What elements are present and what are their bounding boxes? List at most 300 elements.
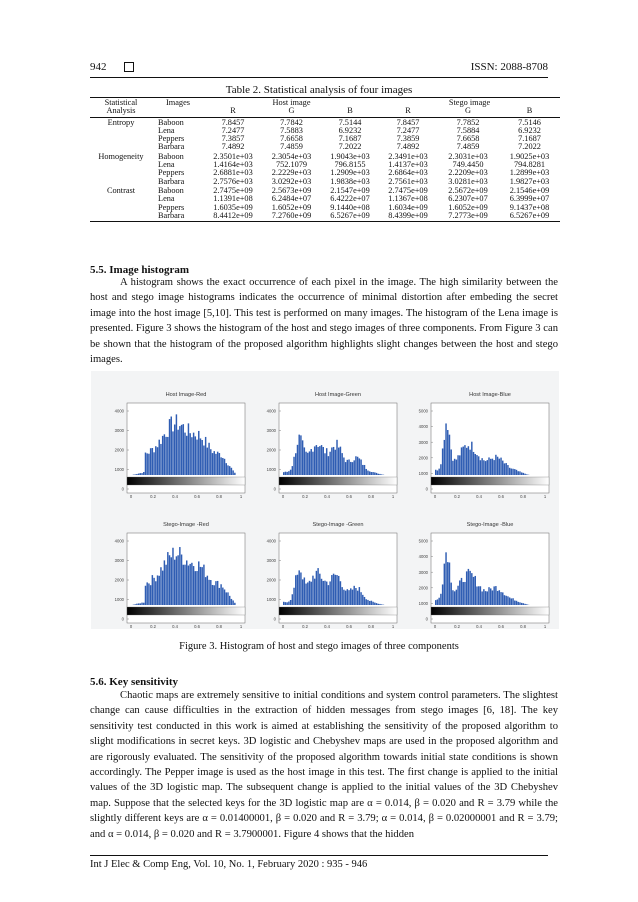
histogram-bar	[290, 600, 291, 605]
histogram-bar	[195, 436, 196, 475]
histogram-bar	[201, 567, 202, 605]
histogram-bar	[200, 438, 201, 475]
histogram-bar	[300, 572, 301, 605]
histogram-bar	[352, 462, 353, 475]
histogram-bar	[473, 577, 474, 605]
histogram-bar	[172, 431, 173, 475]
histogram-bar	[440, 464, 441, 475]
table-cell: 7.8457	[221, 117, 245, 127]
histogram-bar	[514, 601, 515, 605]
histogram-bar	[200, 567, 201, 605]
y-tick-label: 3000	[266, 558, 276, 564]
table-cell: 1.9827e+03	[509, 176, 550, 186]
histogram-bar	[172, 548, 173, 605]
table-cell: 1.9025e+03	[509, 151, 550, 161]
histogram-bar	[367, 471, 368, 475]
histogram-bar	[316, 571, 317, 605]
analysis-name	[90, 178, 152, 186]
histogram-bar	[355, 456, 356, 475]
table-cell: 6.4222e+07	[330, 194, 370, 204]
image-name: Peppers	[158, 134, 185, 144]
histogram-bar	[191, 563, 192, 605]
y-tick-label: 4000	[418, 554, 428, 560]
histogram-bar	[454, 459, 455, 475]
histogram-bar	[338, 448, 339, 475]
analysis-name	[90, 161, 152, 169]
histogram-bar	[305, 452, 306, 475]
histogram-bar	[150, 448, 151, 475]
histogram-bar	[518, 471, 519, 475]
histogram-bar	[143, 603, 144, 605]
histogram-bar	[311, 582, 312, 605]
table-cell: 6.2307e+07	[448, 194, 488, 204]
histogram-bar	[196, 440, 197, 475]
histogram-bar	[231, 468, 232, 475]
histogram-bar	[319, 446, 320, 475]
histogram-bar	[226, 463, 227, 475]
image-name: Peppers	[158, 168, 185, 178]
y-tick-label: 3000	[418, 439, 428, 445]
y-tick-label: 2000	[114, 577, 124, 583]
histogram-bar	[504, 595, 505, 605]
histogram-bar	[153, 578, 154, 605]
histogram-bar	[292, 594, 293, 605]
x-tick-label: 0	[129, 624, 133, 629]
x-tick-label: 0.6	[194, 624, 200, 629]
figure-caption: Figure 3. Histogram of host and stego images of three components	[179, 641, 459, 652]
histogram-bar	[475, 576, 476, 605]
histogram-bar	[226, 592, 227, 605]
histogram-bar	[463, 447, 464, 475]
intensity-bar	[279, 477, 397, 485]
table-cell: 7.5884	[456, 125, 480, 135]
table-cell: 7.2022	[518, 142, 541, 152]
histogram-bar	[326, 448, 327, 475]
histogram-bar	[220, 584, 221, 605]
histogram-bar	[140, 603, 141, 605]
histogram-bar	[348, 590, 349, 605]
histogram-bar	[490, 459, 491, 475]
histogram-bar	[454, 591, 455, 605]
histogram-bar	[341, 453, 342, 475]
histogram-bar	[447, 562, 448, 605]
table-cell: 7.2022	[338, 142, 362, 152]
histogram-bar	[369, 601, 370, 605]
x-tick-label: 0.4	[476, 494, 482, 499]
histogram-bar	[212, 453, 213, 475]
table-cell: 1.9043e+03	[330, 151, 370, 161]
histogram-bar	[153, 452, 154, 475]
histogram-bar	[152, 575, 153, 605]
histogram-bar	[442, 448, 443, 475]
issn-label: ISSN: 2088-8708	[470, 61, 548, 73]
table-cell: 7.1687	[518, 134, 541, 144]
intensity-bar	[431, 477, 549, 485]
histogram-bar	[331, 447, 332, 475]
histogram-bar	[357, 591, 358, 605]
histogram-bar	[181, 555, 182, 605]
table-cell: 7.4859	[280, 142, 303, 152]
histogram-bar	[188, 423, 189, 475]
histogram-bar	[440, 594, 441, 605]
histogram-bar	[227, 592, 228, 605]
histogram-bar	[357, 457, 358, 475]
histogram-bar	[364, 597, 365, 605]
histogram-bar	[497, 457, 498, 475]
x-tick-label: 0.6	[346, 494, 352, 499]
histogram-bar	[456, 460, 457, 475]
table-cell: 7.2773e+09	[437, 212, 499, 222]
table-cell: 9.1437e+08	[509, 202, 550, 212]
header-host-image: Host image	[204, 98, 379, 108]
histogram-bar	[288, 471, 289, 475]
table-cell: 1.6052e+09	[271, 202, 312, 212]
histogram-bar	[316, 445, 317, 475]
histogram-bar	[136, 474, 137, 475]
histogram-bar	[184, 433, 185, 475]
y-tick-label: 2000	[114, 447, 124, 453]
histogram-bar	[343, 590, 344, 605]
histogram-bar	[329, 452, 330, 475]
histogram-bar	[335, 450, 336, 475]
table-cell: 7.4892	[396, 142, 420, 152]
histogram-bar	[157, 575, 158, 605]
histogram-bar	[444, 564, 445, 605]
table-row	[90, 212, 560, 222]
histogram-bar	[457, 455, 458, 475]
histogram-bar	[285, 602, 286, 605]
histogram-bar	[374, 603, 375, 605]
histogram-bar	[203, 446, 204, 475]
histogram-bar	[493, 586, 494, 605]
histogram-bar	[459, 455, 460, 475]
histogram-bar	[222, 458, 223, 475]
histogram-bar	[518, 602, 519, 605]
histogram-bar	[183, 565, 184, 605]
histogram-bar	[331, 575, 332, 605]
histogram-bar	[336, 440, 337, 475]
histogram-bar	[450, 449, 451, 475]
x-tick-label: 0.2	[302, 624, 308, 629]
table-cell: 7.7852	[456, 117, 480, 127]
histogram-bar	[335, 575, 336, 605]
histogram-bar	[437, 599, 438, 605]
histogram-bar	[495, 586, 496, 605]
histogram-bar	[293, 457, 294, 475]
y-tick-label: 5000	[418, 408, 428, 414]
histogram-bar	[298, 435, 299, 475]
table-cell: 7.7842	[280, 117, 303, 127]
image-name: Baboon	[158, 185, 184, 195]
histogram-bar	[183, 424, 184, 475]
histogram-bar	[476, 455, 477, 475]
histogram-bar	[219, 453, 220, 475]
histogram-bar	[169, 555, 170, 605]
y-tick-label: 1000	[266, 467, 276, 473]
table-cell: 7.5883	[280, 125, 303, 135]
y-tick-label: 0	[425, 616, 428, 622]
histogram-bar	[208, 580, 209, 605]
histogram-bar	[205, 577, 206, 605]
histogram-bar	[483, 460, 484, 475]
histogram-bar	[329, 581, 330, 605]
histogram-bar	[150, 585, 151, 605]
y-tick-label: 3000	[114, 558, 124, 564]
y-tick-label: 4000	[266, 408, 276, 414]
histogram-bar	[324, 453, 325, 475]
histogram-bar	[224, 589, 225, 605]
histogram-bar	[164, 434, 165, 475]
histogram-bar	[302, 579, 303, 605]
histogram-bar	[376, 473, 377, 475]
histogram-bar	[207, 576, 208, 605]
y-tick-label: 0	[121, 486, 124, 492]
histogram-bar	[328, 585, 329, 605]
histogram-bar	[167, 552, 168, 605]
histogram-bar	[174, 560, 175, 605]
panel-title: Host Image-Green	[314, 392, 362, 398]
header-channel: R	[379, 107, 437, 117]
histogram-bar	[229, 466, 230, 475]
histogram-bar	[355, 588, 356, 605]
panel-title: Stego-Image -Red	[163, 522, 209, 528]
y-tick-label: 2000	[418, 585, 428, 591]
histogram-bar	[512, 598, 513, 605]
table-cell: 7.4859	[456, 142, 480, 152]
histogram-bar	[286, 472, 287, 475]
histogram-bar	[450, 583, 451, 605]
histogram-bar	[371, 472, 372, 475]
histogram-bar	[140, 473, 141, 475]
histogram-bar	[155, 446, 156, 475]
histogram-bar	[159, 576, 160, 605]
header-rule	[90, 77, 548, 78]
analysis-name	[90, 195, 152, 203]
histogram-bar	[232, 600, 233, 605]
histogram-bar	[311, 449, 312, 475]
x-tick-label: 0.4	[172, 624, 178, 629]
histogram-bar	[321, 445, 322, 475]
histogram-bar	[379, 474, 380, 475]
x-tick-label: 0.8	[520, 624, 526, 629]
histogram-bar	[345, 591, 346, 605]
histogram-bar	[449, 435, 450, 475]
y-tick-label: 4000	[114, 538, 124, 544]
x-tick-label: 1	[543, 494, 547, 499]
table-cell: 794.8281	[513, 160, 546, 170]
table-cell: 6.9232	[518, 125, 541, 135]
y-tick-label: 1000	[418, 471, 428, 476]
x-tick-label: 0.6	[498, 624, 504, 629]
x-tick-label: 0	[129, 494, 133, 499]
histogram-bar	[519, 471, 520, 475]
histogram-bar	[189, 564, 190, 605]
image-name: Lena	[158, 194, 175, 204]
section-heading-5-6: 5.6. Key sensitivity	[90, 676, 178, 688]
x-tick-label: 0.2	[454, 624, 460, 629]
analysis-name	[90, 135, 152, 143]
histogram-bar	[366, 469, 367, 475]
analysis-name: Homogeneity	[98, 151, 144, 161]
histogram-bar	[234, 603, 235, 605]
histogram-bar	[338, 576, 339, 605]
histogram-bar	[509, 597, 510, 605]
y-tick-label: 0	[273, 616, 276, 622]
histogram-bar	[378, 474, 379, 475]
y-tick-label: 3000	[418, 569, 428, 575]
histogram-bar	[283, 472, 284, 475]
histogram-bar	[317, 568, 318, 605]
panel-title: Host Image-Red	[165, 392, 207, 398]
histogram-bar	[312, 576, 313, 605]
x-tick-label: 1	[239, 624, 243, 629]
histogram-bar	[367, 600, 368, 605]
histogram-bar	[186, 560, 187, 605]
image-name: Baboon	[158, 117, 184, 127]
histogram-bar	[378, 604, 379, 605]
x-tick-label: 0.6	[498, 494, 504, 499]
table-cell: 2.6864e+03	[388, 168, 428, 178]
histogram-bar	[473, 452, 474, 475]
histogram-bar	[176, 556, 177, 605]
x-tick-label: 0	[433, 494, 437, 499]
histogram-bar	[471, 573, 472, 605]
histogram-bar	[229, 596, 230, 605]
histogram-bar	[215, 454, 216, 475]
y-tick-label: 1000	[114, 597, 124, 603]
histogram-bar	[511, 469, 512, 475]
histogram-bar	[352, 590, 353, 605]
histogram-bar	[353, 586, 354, 605]
y-tick-label: 3000	[114, 428, 124, 434]
histogram-bar	[362, 595, 363, 605]
histogram-bar	[381, 604, 382, 605]
table-cell: 7.3859	[396, 134, 420, 144]
header-channel: G	[262, 107, 321, 117]
histogram-bar	[445, 552, 446, 605]
histogram-bar	[509, 468, 510, 475]
analysis-name	[90, 127, 152, 135]
histogram-bar	[300, 435, 301, 475]
histogram-bar	[524, 474, 525, 475]
square-icon	[124, 62, 134, 72]
histogram-bar	[288, 602, 289, 605]
y-tick-label: 2000	[266, 577, 276, 583]
histogram-bar	[526, 474, 527, 475]
histogram-bar	[160, 567, 161, 605]
histogram-bar	[177, 555, 178, 605]
histogram-bar	[483, 589, 484, 605]
histogram-bar	[488, 457, 489, 475]
section-body-5-6: Chaotic maps are extremely sensitive to initial conditions and system control parameters. The slightest change can cause difficulties in the extraction of hidden messages from stego images [6, 18]. The key sensitivity test conducted in this work is aimed at establishing the sensitivity of the proposed algorithm to slight modifications in secret keys. 3D logistic and Chebyshev maps are used in the proposed algorithm and are rigorously evaluated. The sensitivity of the proposed algorithm towards initial state conditions is shown accordingly. The Pepper image is used as the host image in this test. The first change is applied to the initial values of the 3D logistic map. The subsequent change is applied to the initial values of the 3D Chebyshev map. Suppose that the selected keys for the 3D logistic map are α = 0.014, β = 0.020 and R = 3.79 while the slightly different keys are α = 0.01400001, β = 0.020 and R = 3.79; α = 0.014, β = 0.02000001 and R = 3.79; and α = 0.014, β = 0.020 and R = 3.7900001. Figure 4 shows that the hidden	[90, 690, 558, 840]
histogram-bar	[319, 574, 320, 605]
analysis-name: Contrast	[106, 185, 136, 195]
x-tick-label: 0.2	[150, 494, 156, 499]
histogram-bar	[526, 604, 527, 605]
table-cell: 1.6035e+09	[213, 202, 253, 212]
histogram-bar	[317, 447, 318, 475]
histogram-bar	[286, 602, 287, 605]
histogram-bar	[165, 437, 166, 475]
table-cell: 1.2909e+03	[330, 168, 370, 178]
panel-title: Stego-Image -Blue	[466, 522, 514, 528]
table-cell: 7.1687	[338, 134, 362, 144]
histogram-bar	[304, 447, 305, 475]
table-cell: 6.9232	[338, 125, 362, 135]
table-cell: 7.6658	[456, 134, 480, 144]
histogram-bar	[480, 460, 481, 475]
y-tick-label: 0	[425, 486, 428, 492]
histogram-bar	[507, 596, 508, 605]
histogram-bar	[293, 588, 294, 605]
histogram-bar	[442, 584, 443, 605]
histogram-bar	[198, 431, 199, 475]
histogram-bar	[447, 430, 448, 475]
histogram-bar	[457, 586, 458, 605]
histogram-bar	[195, 571, 196, 605]
image-name: Barbara	[152, 212, 204, 222]
x-tick-label: 0.8	[216, 494, 222, 499]
header-analysis: Analysis	[90, 107, 152, 117]
histogram-bar	[336, 575, 337, 605]
histogram-bar	[359, 458, 360, 475]
histogram-bar	[445, 423, 446, 475]
histogram-bar	[340, 581, 341, 605]
histogram-bar	[165, 565, 166, 605]
table-cell: 1.2899e+03	[509, 168, 550, 178]
histogram-bar	[359, 587, 360, 605]
histogram-bar	[162, 436, 163, 475]
table-cell: 2.7561e+03	[388, 176, 428, 186]
histogram-bar	[193, 433, 194, 475]
analysis-name	[90, 204, 152, 212]
y-tick-label: 3000	[266, 428, 276, 434]
image-name: Baboon	[158, 151, 184, 161]
histogram-bar	[171, 557, 172, 605]
histogram-bar	[179, 426, 180, 475]
page-number: 942	[90, 61, 107, 73]
section-body-5-5: A histogram shows the exact occurrence of each pixel in the image. The high similarity between the host and stego image histograms indicates the occurrence of minimal distortion after embeding the secret image into the host image [5,10]. This test is performed on many images. The histogram of the Lena image is presented. Figure 3 shows the histogram of the host and stego images of three components. From Figure 3 can be shown that the histogram of the proposed algorithm highlights slight changes between the host and stego images.	[90, 277, 558, 366]
histogram-bar	[141, 473, 142, 475]
histogram-bar	[219, 588, 220, 605]
histogram-bar	[492, 590, 493, 605]
header-channel: R	[204, 107, 262, 117]
histogram-bar	[333, 574, 334, 605]
table-cell: 2.7475e+09	[388, 185, 428, 195]
histogram-bar	[181, 425, 182, 475]
x-tick-label: 0.2	[302, 494, 308, 499]
histogram-bar	[205, 437, 206, 475]
histogram-bar	[461, 447, 462, 475]
histogram-bar	[500, 592, 501, 605]
intensity-bar	[431, 607, 549, 615]
histogram-bar	[217, 581, 218, 605]
histogram-bar	[452, 590, 453, 605]
histogram-bar	[523, 603, 524, 605]
y-tick-label: 4000	[114, 408, 124, 414]
analysis-name: Entropy	[107, 117, 135, 127]
histogram-bar	[372, 472, 373, 475]
histogram-bar	[201, 440, 202, 475]
histogram-bar	[488, 587, 489, 605]
table-cell: 7.2477	[396, 125, 420, 135]
histogram-bar	[487, 460, 488, 475]
histogram-bar	[523, 473, 524, 475]
histogram-bar	[227, 465, 228, 475]
histogram-bar	[177, 430, 178, 475]
table-cell: 7.5146	[518, 117, 541, 127]
intensity-bar	[127, 607, 245, 615]
